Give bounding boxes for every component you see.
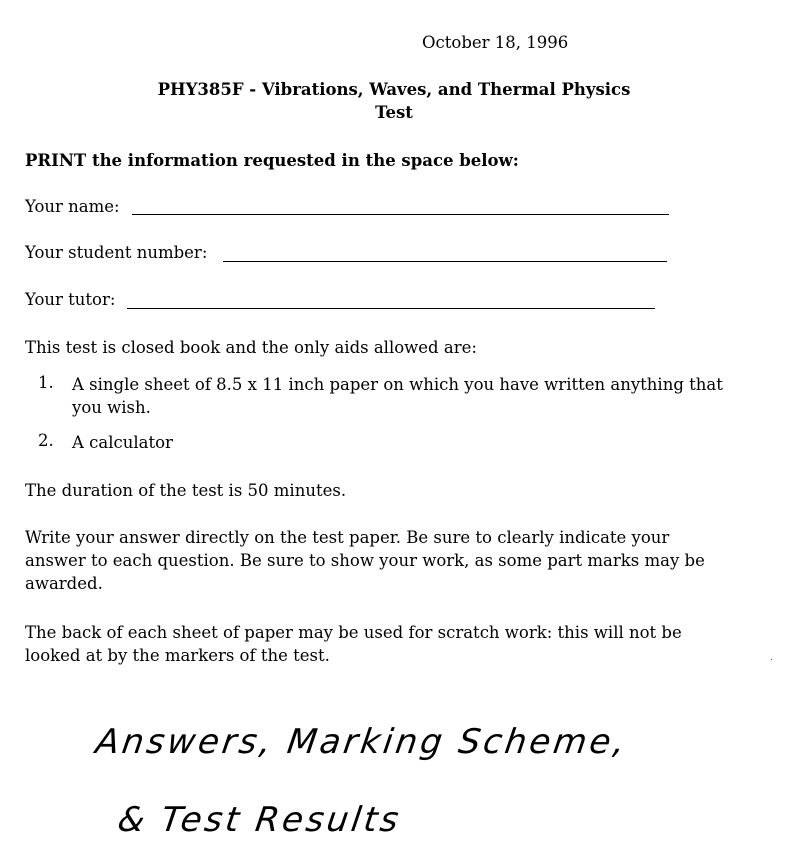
answer-instructions-line3: awarded. (25, 574, 103, 593)
student-number-field-label: Your student number: (25, 243, 208, 262)
instructions-heading: PRINT the information requested in the space below: (25, 151, 519, 170)
aid-2-line1: A calculator (72, 433, 173, 452)
aids-intro: This test is closed book and the only aids allowed are: (25, 338, 477, 357)
tutor-field-label: Your tutor: (25, 290, 116, 309)
exam-date: October 18, 1996 (422, 33, 569, 52)
handwritten-annotation-line2: & Test Results (115, 800, 404, 840)
student-number-field-line[interactable] (223, 261, 667, 262)
aid-2-number: 2. (38, 431, 54, 450)
answer-instructions-line1: Write your answer directly on the test paper. Be sure to clearly indicate your (25, 528, 670, 547)
handwritten-annotation-line1: Answers, Marking Scheme, (93, 722, 631, 762)
aid-1-number: 1. (38, 373, 54, 392)
answer-instructions-line2: answer to each question. Be sure to show your work, as some part marks may be (25, 551, 705, 570)
name-field-line[interactable] (132, 214, 669, 215)
course-title: PHY385F - Vibrations, Waves, and Thermal Physics (157, 80, 631, 99)
document-subtitle: Test (375, 103, 413, 122)
aid-1-line1: A single sheet of 8.5 x 11 inch paper on which you have written anything that (72, 375, 723, 394)
scratch-note-line2: looked at by the markers of the test. (25, 646, 330, 665)
tutor-field-line[interactable] (127, 308, 655, 309)
scratch-note-line1: The back of each sheet of paper may be used for scratch work: this will not be (25, 623, 682, 642)
name-field-label: Your name: (25, 197, 120, 216)
scan-speck (771, 659, 772, 660)
duration-text: The duration of the test is 50 minutes. (25, 481, 347, 500)
aid-1-line2: you wish. (72, 398, 151, 417)
